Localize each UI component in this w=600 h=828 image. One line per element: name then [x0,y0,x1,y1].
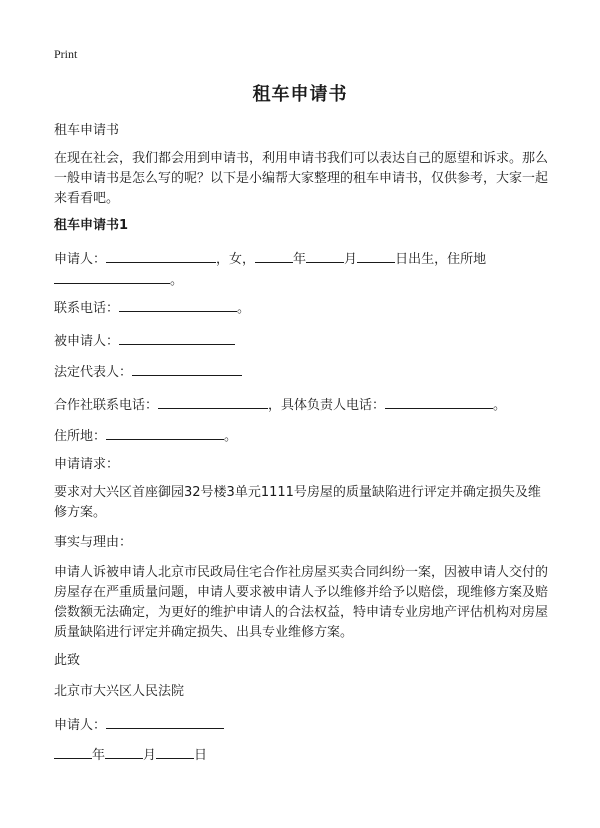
end-mark: 。 [224,429,238,444]
page-title: 租车申请书 [252,84,348,105]
month-label: 月 [344,252,358,267]
year-label: 年 [293,252,307,267]
legal-rep-blank[interactable] [132,362,242,376]
end-mark: 。 [170,273,184,288]
intro-paragraph: 在现在社会，我们都会用到申请书，利用申请书我们可以表达自己的愿望和诉求。那么一般申请书是怎么写的呢？以下是小编帮大家整理的租车申请书，仅供参考，大家一起来看看吧。 [54,151,549,206]
salutation: 此致 [54,653,81,668]
phone-blank[interactable] [119,298,237,312]
intro-subtitle: 租车申请书 [54,123,120,138]
facts-text: 申请人诉被申请人北京市民政局住宅合作社房屋买卖合同纠纷一案，因被申请人交付的房屋存在严重质量问题，申请人要求被申请人予以维修并给予以赔偿，现维修方案及赔偿数额无法确定，为更好的维护申请人的合法权益，特申请专业房地产评估机构对房屋质量缺陷进行评定并确定损失、出具专业维修方案。 [54,565,549,640]
sign-month-blank[interactable] [105,745,143,759]
manager-phone-label: ，具体负责人电话： [268,398,386,413]
gender-text: ，女， [216,252,256,267]
coop-phone-line [54,395,506,414]
birth-day-blank[interactable] [357,249,395,263]
address-label: 住所地： [54,429,107,444]
sign-month-label: 月 [143,748,157,763]
section-heading: 租车申请书1 [54,218,129,233]
sign-year-blank[interactable] [54,745,92,759]
facts-label: 事实与理由： [54,535,133,550]
applicant-address-line [54,270,183,289]
birth-year-blank[interactable] [255,249,293,263]
coop-phone-blank[interactable] [158,395,268,409]
respondent-label: 被申请人： [54,334,120,349]
end-mark: 。 [237,301,251,316]
phone-label: 联系电话： [54,301,120,316]
applicant-address-blank[interactable] [54,270,170,284]
birth-month-blank[interactable] [306,249,344,263]
legal-rep-label: 法定代表人： [54,365,133,380]
sign-year-label: 年 [92,748,106,763]
applicant-line [54,249,486,268]
signature-blank[interactable] [106,715,224,729]
sign-day-label: 日 [194,748,208,763]
sign-day-blank[interactable] [156,745,194,759]
born-text: 日出生，住所地 [395,252,487,267]
address-line [54,426,237,445]
manager-phone-blank[interactable] [385,395,493,409]
applicant-name-blank[interactable] [106,249,216,263]
end-mark: 。 [493,398,507,413]
date-line [54,745,207,764]
request-label: 申请请求： [54,457,120,472]
legal-rep-line [54,362,242,381]
signature-line [54,715,224,734]
respondent-line [54,331,235,350]
request-text: 要求对大兴区首座御园32号楼3单元1111号房屋的质量缺陷进行评定并确定损失及维修方案。 [54,485,541,520]
address-blank[interactable] [106,426,224,440]
respondent-blank[interactable] [119,331,235,345]
print-label[interactable]: Print [54,47,78,61]
applicant-label: 申请人： [54,252,107,267]
phone-line [54,298,250,317]
signature-label: 申请人： [54,718,107,733]
coop-phone-label: 合作社联系电话： [54,398,159,413]
court-name: 北京市大兴区人民法院 [54,684,185,699]
